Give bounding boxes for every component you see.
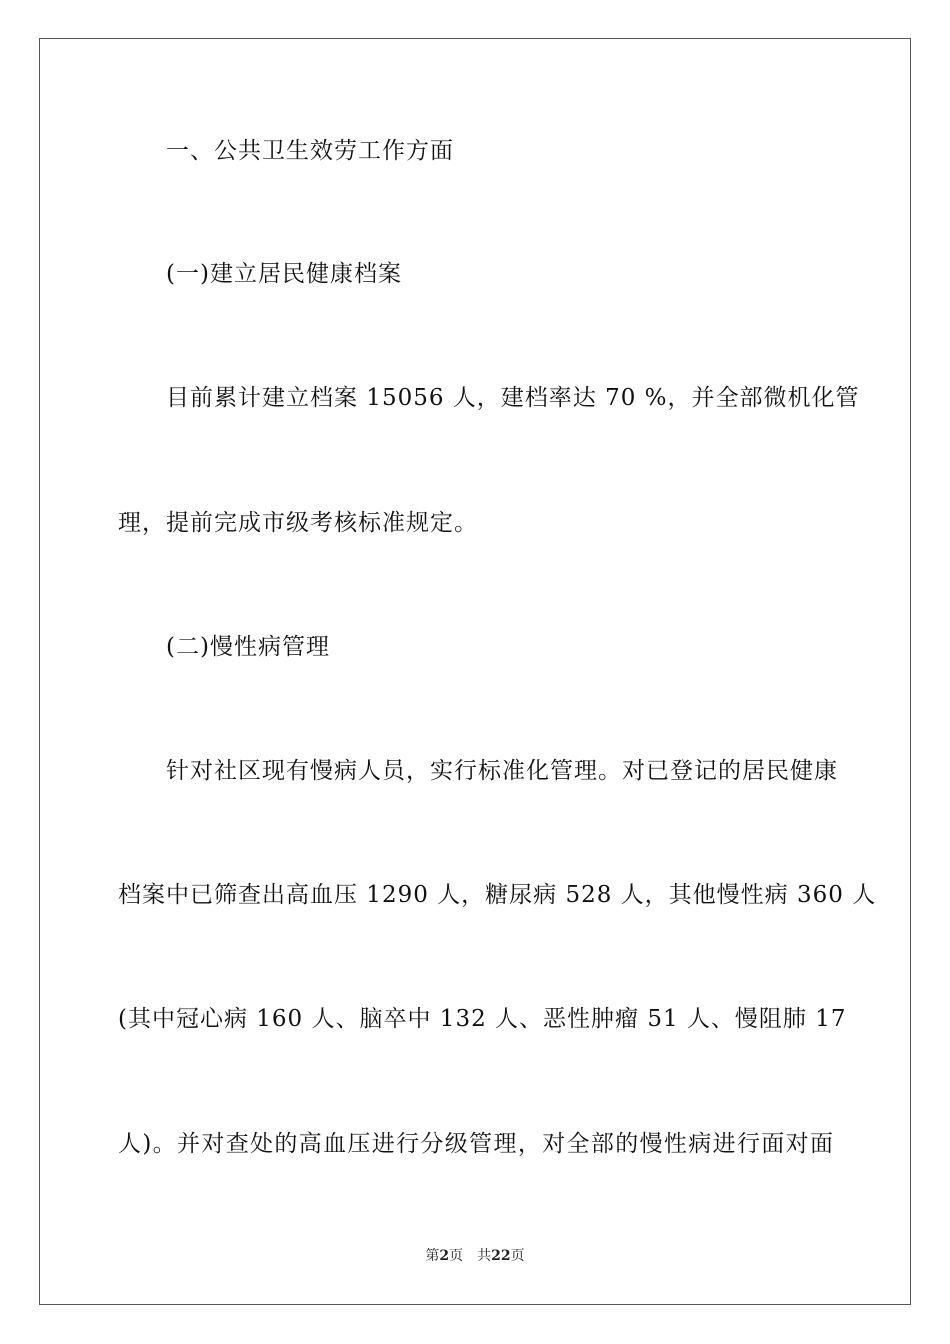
subsection-heading-1: (一)建立居民健康档案 [166, 261, 402, 287]
section-heading: 一、公共卫生效劳工作方面 [166, 138, 454, 164]
paragraph-2-line-4: 人)。并对查处的高血压进行分级管理，对全部的慢性病进行面对面 [118, 1131, 834, 1157]
page-prefix: 第 [425, 1248, 440, 1264]
paragraph-1-line-1: 目前累计建立档案 15056 人，建档率达 70 %，并全部微机化管 [166, 385, 860, 411]
page-footer [0, 1247, 950, 1265]
page-number: 2 [439, 1248, 450, 1264]
total-pages: 22 [491, 1248, 511, 1264]
page-border [39, 38, 911, 1305]
paragraph-2-line-1: 针对社区现有慢病人员，实行标准化管理。对已登记的居民健康 [166, 758, 838, 784]
paragraph-2-line-2: 档案中已筛查出高血压 1290 人，糖尿病 528 人，其他慢性病 360 人 [118, 882, 877, 908]
paragraph-2-line-3: (其中冠心病 160 人、脑卒中 132 人、恶性肿瘤 51 人、慢阻肺 17 [118, 1006, 847, 1032]
page-suffix: 页 [449, 1248, 464, 1264]
paragraph-1-line-2: 理，提前完成市级考核标准规定。 [118, 510, 478, 536]
subsection-heading-2: (二)慢性病管理 [166, 634, 330, 660]
total-suffix: 页 [510, 1248, 525, 1264]
total-prefix: 共 [477, 1248, 492, 1264]
